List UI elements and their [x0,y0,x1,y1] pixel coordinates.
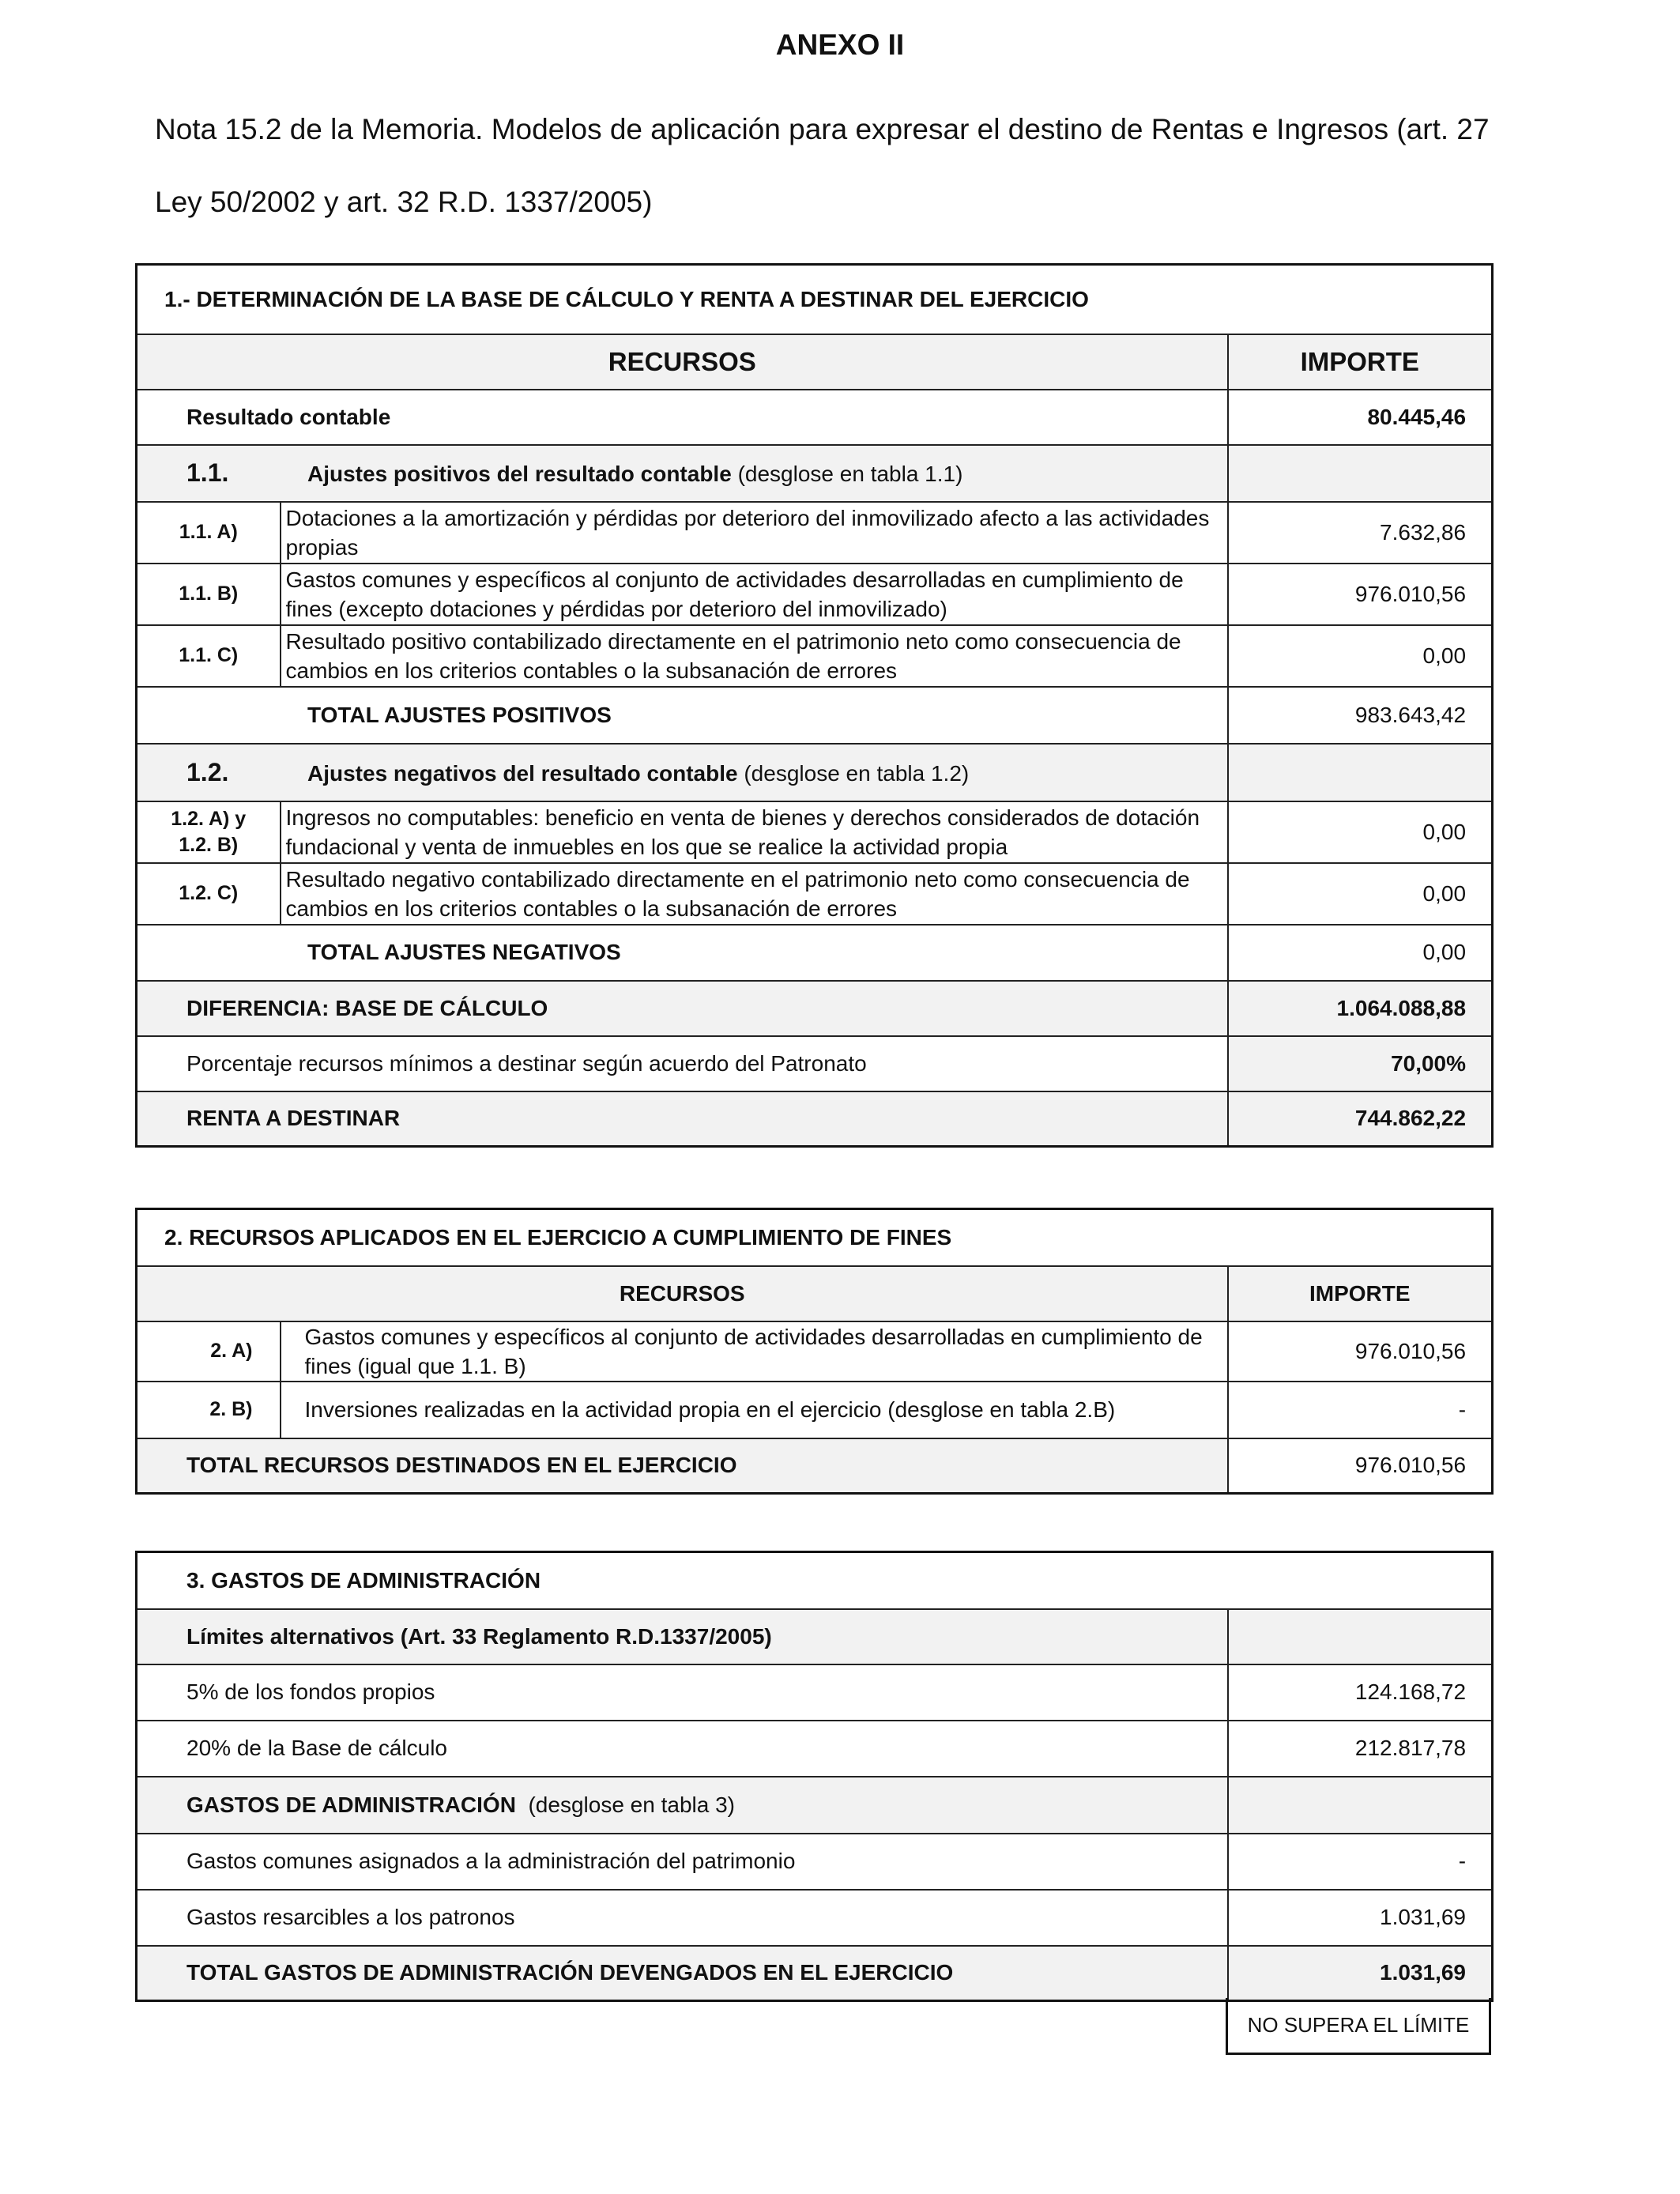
row-value: 0,00 [1228,801,1493,863]
row-value: - [1228,1382,1493,1438]
row-code: 1.2. A) y 1.2. B) [137,801,281,863]
row-value: 0,00 [1228,863,1493,925]
section-1-1-number: 1.1. [186,458,229,487]
table2-col-header-recursos: RECURSOS [137,1266,1228,1321]
section-1-2-note: (desglose en tabla 1.2) [744,760,970,786]
gastos-resarcibles-value: 1.031,69 [1228,1890,1493,1946]
table-base-calculo [135,263,1494,1148]
base-calculo-label: 20% de la Base de cálculo [137,1721,1228,1777]
row-description: Inversiones realizadas en la actividad propia en el ejercicio (desglose en tabla 2.B) [281,1382,1228,1438]
section-1-2-empty [1228,744,1493,801]
row-code: 1.1. B) [137,564,281,625]
intro-paragraph [155,93,1561,239]
table-row [137,625,1493,687]
section-1-1-header [137,445,1228,502]
row-code: 1.1. C) [137,625,281,687]
total-recursos-destinados-value: 976.010,56 [1228,1438,1493,1494]
total-ajustes-positivos-label: TOTAL AJUSTES POSITIVOS [137,687,1228,744]
diferencia-value: 1.064.088,88 [1228,981,1493,1036]
table-row [137,1382,1493,1438]
row-value: 976.010,56 [1228,1321,1493,1382]
renta-destinar-label: RENTA A DESTINAR [137,1091,1228,1147]
page-title: ANEXO II [775,28,905,61]
row-code: 2. B) [137,1382,281,1438]
intro-line-2: Ley 50/2002 y art. 32 R.D. 1337/2005) [155,186,653,218]
porcentaje-label: Porcentaje recursos mínimos a destinar según acuerdo del Patronato [137,1036,1228,1091]
diferencia-label: DIFERENCIA: BASE DE CÁLCULO [137,981,1228,1036]
section-1-1-note: (desglose en tabla 1.1) [737,462,963,486]
table2-title: 2. RECURSOS APLICADOS EN EL EJERCICIO A CUMPLIMIENTO DE FINES [137,1209,1493,1266]
row-code: 1.2. C) [137,863,281,925]
row-code: 2. A) [137,1321,281,1382]
row-code: 1.1. A) [137,502,281,564]
total-ajustes-negativos-label: TOTAL AJUSTES NEGATIVOS [137,925,1228,981]
gastos-resarcibles-label: Gastos resarcibles a los patronos [137,1890,1228,1946]
row-description: Dotaciones a la amortización y pérdidas por deterioro del inmovilizado afecto a las actividades propias [281,502,1228,564]
gastos-administracion-note: (desglose en tabla 3) [528,1792,735,1817]
gastos-comunes-value: - [1228,1834,1493,1890]
table-gastos-administracion [135,1551,1494,2002]
gastos-administracion-header [137,1777,1228,1834]
intro-line-1: Nota 15.2 de la Memoria. Modelos de aplicación para expresar el destino de Rentas e Ingresos (art. 27 [155,113,1490,145]
row-description: Ingresos no computables: beneficio en venta de bienes y derechos considerados de dotación fundacional y venta de inmuebles en los que se realice la actividad propia [281,801,1228,863]
table2-col-header-importe: IMPORTE [1228,1266,1493,1321]
table-recursos-aplicados [135,1208,1494,1495]
limites-label: Límites alternativos (Art. 33 Reglamento R.D.1337/2005) [137,1609,1228,1664]
resultado-contable-value: 80.445,46 [1228,390,1493,445]
resultado-contable-label: Resultado contable [137,390,1228,445]
section-1-1-empty [1228,445,1493,502]
table3-title: 3. GASTOS DE ADMINISTRACIÓN [137,1552,1493,1609]
total-ajustes-negativos-value: 0,00 [1228,925,1493,981]
gastos-administracion-empty [1228,1777,1493,1834]
total-recursos-destinados-label: TOTAL RECURSOS DESTINADOS EN EL EJERCICIO [137,1438,1228,1494]
row-description: Gastos comunes y específicos al conjunto de actividades desarrolladas en cumplimiento de fines (excepto dotaciones y pérdidas por deterioro del inmovilizado) [281,564,1228,625]
row-value: 0,00 [1228,625,1493,687]
no-supera-limite-note: NO SUPERA EL LÍMITE [1226,1998,1491,2055]
row-value: 7.632,86 [1228,502,1493,564]
table1-title: 1.- DETERMINACIÓN DE LA BASE DE CÁLCULO Y RENTA A DESTINAR DEL EJERCICIO [137,265,1493,334]
total-gastos-administracion-value: 1.031,69 [1228,1946,1493,2001]
base-calculo-value: 212.817,78 [1228,1721,1493,1777]
col-header-importe: IMPORTE [1228,334,1493,390]
row-description: Resultado positivo contabilizado directamente en el patrimonio neto como consecuencia de cambios en los criterios contables o la subsanación de errores [281,625,1228,687]
gastos-comunes-label: Gastos comunes asignados a la administración del patrimonio [137,1834,1228,1890]
row-description: Resultado negativo contabilizado directamente en el patrimonio neto como consecuencia de cambios en los criterios contables o la subsanación de errores [281,863,1228,925]
row-description: Gastos comunes y específicos al conjunto de actividades desarrolladas en cumplimiento de fines (igual que 1.1. B) [281,1321,1228,1382]
porcentaje-value: 70,00% [1228,1036,1493,1091]
total-gastos-administracion-label: TOTAL GASTOS DE ADMINISTRACIÓN DEVENGADOS EN EL EJERCICIO [137,1946,1228,2001]
section-1-2-label: Ajustes negativos del resultado contable [307,760,738,786]
fondos-propios-value: 124.168,72 [1228,1664,1493,1721]
limites-empty [1228,1609,1493,1664]
section-1-1-label: Ajustes positivos del resultado contable [307,462,732,486]
gastos-administracion-label: GASTOS DE ADMINISTRACIÓN [186,1792,516,1817]
section-1-2-header [137,744,1228,801]
table-row [137,801,1493,863]
table-row [137,564,1493,625]
table-row [137,502,1493,564]
fondos-propios-label: 5% de los fondos propios [137,1664,1228,1721]
total-ajustes-positivos-value: 983.643,42 [1228,687,1493,744]
table-row [137,863,1493,925]
row-value: 976.010,56 [1228,564,1493,625]
renta-destinar-value: 744.862,22 [1228,1091,1493,1147]
table-row [137,1321,1493,1382]
col-header-recursos: RECURSOS [137,334,1228,390]
section-1-2-number: 1.2. [186,757,229,786]
